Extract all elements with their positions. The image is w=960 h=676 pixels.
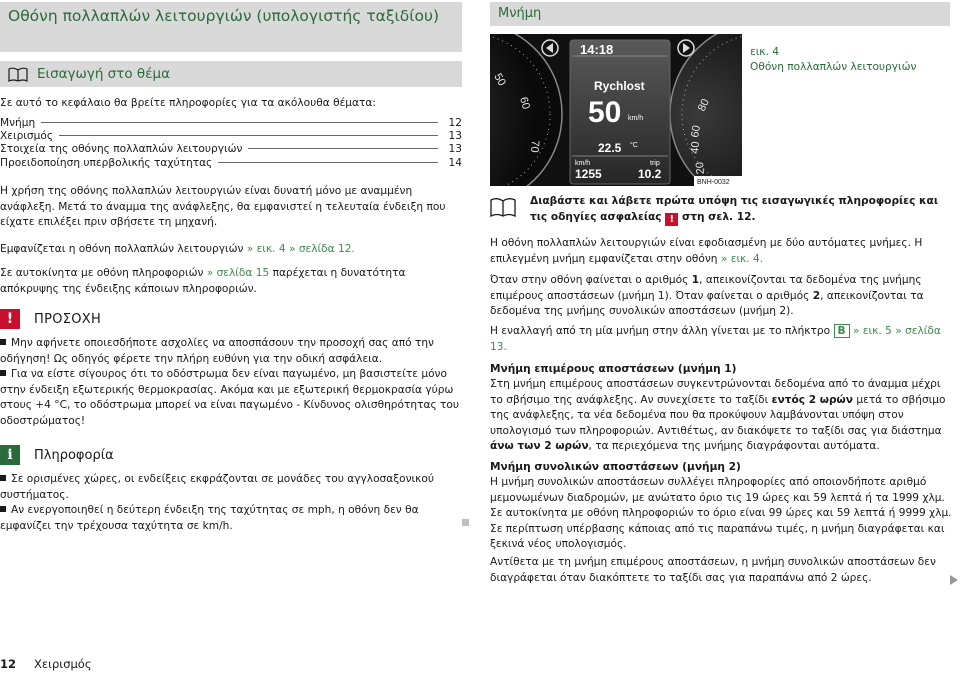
left-column bbox=[0, 0, 462, 676]
book-icon bbox=[490, 197, 516, 217]
figure-link[interactable]: » εικ. 4 » σελίδα 12. bbox=[246, 243, 355, 255]
toc-item-page: 13 bbox=[448, 143, 462, 156]
toc-item-label: Χειρισμός bbox=[0, 130, 54, 143]
figure-number: εικ. 4 bbox=[750, 46, 780, 58]
bullet-icon bbox=[0, 370, 6, 376]
figure-caption bbox=[750, 45, 916, 75]
book-icon bbox=[8, 67, 28, 82]
section-end-icon bbox=[462, 519, 469, 526]
mfd-trip-unit: trip bbox=[650, 160, 660, 167]
figure-link[interactable]: » εικ. 5 » σελίδα 13. bbox=[490, 325, 941, 353]
memory-numbers-paragraph bbox=[490, 273, 952, 320]
info-title: Πληροφορία bbox=[34, 447, 114, 463]
intro-section-header bbox=[0, 61, 462, 87]
memory1-paragraph bbox=[490, 377, 952, 455]
hide-info-paragraph bbox=[0, 266, 462, 297]
toc-item[interactable] bbox=[0, 143, 462, 156]
gauge-tick-label: 20 bbox=[693, 161, 707, 175]
mfd-odometer-unit: km/h bbox=[575, 160, 591, 167]
list-item bbox=[0, 472, 462, 503]
toc-item-label: Στοιχεία της οθόνης πολλαπλών λειτουργιών bbox=[0, 143, 243, 156]
figure-title: Οθόνη πολλαπλών λειτουργιών bbox=[750, 61, 917, 73]
page-link[interactable]: » σελίδα 15 bbox=[206, 267, 270, 279]
key-b-icon: B bbox=[834, 324, 850, 338]
bullet-icon bbox=[0, 339, 6, 345]
toc-item[interactable] bbox=[0, 130, 462, 143]
footer-page-number: 12 bbox=[0, 657, 17, 671]
mfd-trip: 10.2 bbox=[638, 167, 662, 181]
warning-item-text: Για να είστε σίγουρος ότι το οδόστρωμα δεν είναι παγωμένο, μη βασιστείτε μόνο στην ένδειξη εξωτερικής θερμοκρασίας. Ακόμα και με εξωτερική θερμοκρασία γύρω στους +4 °C, το οδόστρωμα μπορεί να είναι παγωμένο - Κίνδυνος ολισθηρότητας του οδοστρώματος! bbox=[0, 368, 460, 427]
memory-intro-paragraph bbox=[490, 236, 952, 267]
toc-item[interactable] bbox=[0, 117, 462, 130]
mfd-temperature-unit: °C bbox=[630, 142, 638, 149]
note-text-container bbox=[530, 194, 952, 226]
gauge-tick-label: 50 bbox=[491, 71, 508, 89]
instrument-cluster bbox=[490, 34, 742, 186]
toc-item-page: 14 bbox=[448, 156, 462, 169]
bullet-icon bbox=[0, 475, 6, 481]
memory-number-2: 2 bbox=[812, 289, 821, 302]
memory-switch-text: Η εναλλαγή από τη μία μνήμη στην άλλη γίνεται με το πλήκτρο bbox=[490, 325, 834, 337]
toc-item[interactable] bbox=[0, 157, 462, 170]
memory-number-1: 1 bbox=[691, 274, 700, 286]
ignition-paragraph: Η χρήση της οθόνης πολλαπλών λειτουργιών είναι δυνατή μόνο με αναμμένη ανάφλεξη. Μετά το άναμμα της ανάφλεξης, θα εμφανιστεί η τελευταία ένδειξη που είχατε επιλέξει πριν σβήσετε τη μηχανή. bbox=[0, 185, 446, 228]
warning-header bbox=[0, 309, 101, 329]
memory-numbers-text-a: Όταν στην οθόνη φαίνεται ο αριθμός bbox=[490, 274, 692, 286]
right-column bbox=[490, 0, 952, 676]
list-item bbox=[0, 503, 462, 534]
gauge-tick-label: 80 bbox=[695, 97, 712, 114]
toc-leader bbox=[248, 148, 438, 149]
hide-info-text-a: Σε αυτοκίνητα με οθόνη πληροφοριών bbox=[0, 267, 207, 279]
bullet-icon bbox=[0, 506, 6, 512]
intro-text: Σε αυτό το κεφάλαιο θα βρείτε πληροφορίες για τα ακόλουθα θέματα: bbox=[0, 97, 376, 109]
figure-code: BNH-0032 bbox=[697, 179, 730, 186]
info-item-text: Σε ορισμένες χώρες, οι ενδείξεις εκφράζονται σε μονάδες του αγγλοσαξονικού συστήματος. bbox=[0, 473, 434, 501]
warning-icon: ! bbox=[665, 213, 678, 226]
toc-leader bbox=[218, 162, 438, 163]
mfd-time: 14:18 bbox=[580, 42, 614, 57]
toc-item-page: 12 bbox=[448, 117, 462, 129]
gauge-tick-label: 40 bbox=[689, 141, 703, 155]
memory1-heading: Μνήμη επιμέρους αποστάσεων (μνήμη 1) bbox=[490, 363, 737, 375]
memory1-text-a: Στη μνήμη επιμέρους αποστάσεων συγκεντρώνονται δεδομένα από το άναμμα μέχρι το σβήσιμο της ανάφλεξης. Αν συνεχίσετε το ταξίδι bbox=[490, 378, 941, 406]
figure-link[interactable]: » εικ. 4. bbox=[720, 252, 764, 265]
info-list bbox=[0, 472, 462, 534]
toc-leader bbox=[59, 135, 438, 136]
memory1-bold-1: εντός 2 ωρών bbox=[771, 393, 853, 406]
toc-item-page: 13 bbox=[448, 130, 462, 143]
list-item bbox=[0, 336, 462, 367]
gauge-tick-label: 70 bbox=[527, 139, 541, 153]
mfd-temperature: 22.5 bbox=[598, 141, 622, 155]
info-icon: i bbox=[0, 445, 20, 465]
mfd-odometer: 1255 bbox=[575, 167, 602, 181]
list-item bbox=[0, 367, 462, 429]
memory2-paragraph: Η μνήμη συνολικών αποστάσεων συλλέγει πληροφορίες από οποιονδήποτε αριθμό μεμονωμένων διαδρομών, με ανώτατο όριο τις 19 ώρες και 59 λεπτά ή τα 1999 χλμ. Σε αυτοκίνητα με οθόνη πληροφοριών το όριο είναι 99 ώρες και 59 λεπτά ή 9999 χλμ. Σε περίπτωση υπέρβασης κάποιας από τις παραπάνω τιμές, η μνήμη διαγράφεται και ξεκινά νέος υπολογισμός. bbox=[490, 476, 952, 550]
toc-item-label: Προειδοποίηση υπερβολικής ταχύτητας bbox=[0, 156, 213, 169]
read-first-note bbox=[490, 194, 952, 226]
mfd-title: Rychlost bbox=[594, 79, 645, 93]
memory-intro-text: Η οθόνη πολλαπλών λειτουργιών είναι εφοδιασμένη με δύο αυτόματες μνήμες. Η επιλεγμένη μνήμη εμφανίζεται στην οθόνη bbox=[490, 237, 923, 265]
mfd-speed: 50 bbox=[588, 96, 622, 129]
memory-numbers-text-b: , απεικονίζονται τα δεδομένα της μνήμης επιμέρους αποστάσεων (μνήμη 1). Όταν φαίνεται ο αριθμός bbox=[490, 274, 922, 302]
warning-title: ΠΡΟΣΟΧΗ bbox=[34, 311, 102, 327]
warning-icon: ! bbox=[0, 309, 20, 329]
toc-leader bbox=[41, 122, 438, 123]
intro-title: Εισαγωγή στο θέμα bbox=[37, 66, 170, 82]
memory-switch-paragraph bbox=[490, 324, 952, 355]
toc-item-label: Μνήμη bbox=[0, 117, 36, 129]
mfd-speed-unit: km/h bbox=[628, 115, 644, 122]
footer-section: Χειρισμός bbox=[34, 657, 92, 671]
memory-numbers-text-c: , απεικονίζονται τα δεδομένα της μνήμης συνολικών αποστάσεων (μνήμη 2). bbox=[490, 289, 924, 317]
note-text: Διαβάστε και λάβετε πρώτα υπόψη τις εισαγωγικές πληροφορίες και τις οδηγίες ασφαλείας bbox=[530, 195, 938, 223]
note-page-ref[interactable]: στη σελ. 12. bbox=[678, 210, 756, 223]
dashboard-figure bbox=[490, 34, 742, 186]
page-footer bbox=[0, 657, 92, 671]
gauge-tick-label: 60 bbox=[689, 124, 704, 139]
warning-list bbox=[0, 336, 462, 429]
memory-compare-paragraph: Αντίθετα με τη μνήμη επιμέρους αποστάσεων, η μνήμη συνολικών αποστάσεων δεν διαγράφεται όταν διακόπτετε το ταξίδι σας για παραπάνω από 2 ώρες. bbox=[490, 556, 936, 584]
info-header bbox=[0, 445, 114, 465]
chapter-title: Οθόνη πολλαπλών λειτουργιών (υπολογιστής ταξιδίου) bbox=[0, 2, 462, 52]
memory1-text-c: , τα περιεχόμενα της μνήμης διαγράφονται αυτόματα. bbox=[588, 440, 880, 452]
warning-item-text: Μην αφήνετε οποιεσδήποτε ασχολίες να αποσπάσουν την προσοχή σας από την οδήγηση! Ως οδηγός φέρετε την πλήρη ευθύνη για την οδική ασφάλεια. bbox=[0, 337, 434, 365]
next-page-arrow-icon bbox=[950, 575, 958, 585]
memory1-text-b: μετά το σβήσιμο της ανάφλεξης, τα νέα δεδομένα που θα προκύψουν λαμβάνονται υπόψη στον υπολογισμό των πληροφοριών. Αντιθέτως, αν διακόψετε το ταξίδι σας για διάστημα bbox=[490, 393, 946, 437]
table-of-contents bbox=[0, 117, 462, 170]
hide-info-text-b: παρέχεται η δυνατότητα απόκρυψης της ένδειξης κάποιων πληροφοριών. bbox=[0, 267, 406, 295]
gauge-tick-label: 60 bbox=[517, 95, 532, 111]
section-title: Μνήμη bbox=[490, 2, 950, 26]
display-paragraph bbox=[0, 242, 462, 258]
memory2-heading: Μνήμη συνολικών αποστάσεων (μνήμη 2) bbox=[490, 461, 741, 473]
display-text: Εμφανίζεται η οθόνη πολλαπλών λειτουργιών bbox=[0, 243, 247, 255]
memory1-bold-2: άνω των 2 ωρών bbox=[490, 440, 589, 452]
info-item-text: Αν ενεργοποιηθεί η δεύτερη ένδειξη της ταχύτητας σε mph, η οθόνη δεν θα εμφανίζει την τρέχουσα ταχύτητα σε km/h. bbox=[0, 504, 419, 532]
